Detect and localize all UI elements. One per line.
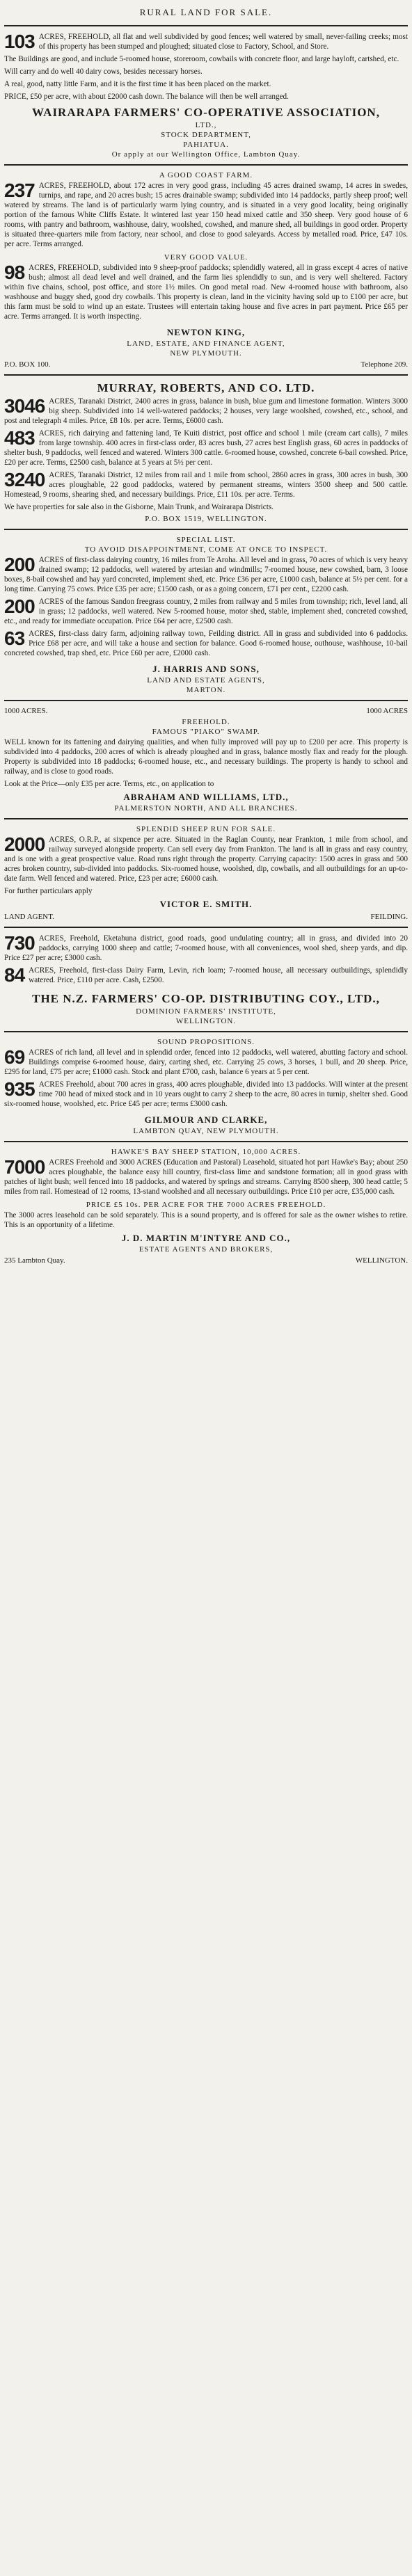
advertiser-branches: PALMERSTON NORTH, AND ALL BRANCHES. [114,804,298,813]
divider [4,1031,408,1032]
ad-subheading: FAMOUS "PIAKO" SWAMP. [152,728,260,736]
ad-paragraph: ACRES, Freehold, first-class Dairy Farm, Levin, rich loam; 7-roomed house, all necessary outbuildings, splendidly watered. Price, £110 per acre. Cash, £2500. [29,966,408,984]
ad-heading: VERY GOOD VALUE. [164,253,248,262]
po-box: P.O. BOX 100. [4,360,51,369]
ad-heading: SOUND PROPOSITIONS. [157,1038,255,1046]
advertiser-role: LAND, ESTATE, AND FINANCE AGENT, [127,339,285,348]
ad-paragraph: ACRES, Taranaki District, 12 miles from rail and 1 mile from school, 2860 acres in grass, 300 acres in bush, 300 acres ploughable, 22 good paddocks, watered by permanent streams, winters 3500 sheep and 500 cattle. Homestead, 9 rooms, shearing shed, and necessary buildings. Price, £11 10s. per acre. Terms. [4,471,408,499]
advertiser-line [4,1256,408,1265]
ad-number: 63 [4,627,25,649]
ad-number: 2000 [4,833,45,855]
advertiser-suffix: LTD., [195,121,217,129]
advertiser-town: NEW PLYMOUTH. [170,349,242,358]
advertiser-role: ESTATE AGENTS AND BROKERS, [138,1245,274,1254]
ad-paragraph: ACRES, rich dairying and fattening land, Te Kuiti district, post office and school 1 mile (cream cart calls), 7 miles from large township. 400 acres in first-class order, 83 acres bush, 27 acres best English grass, 60 acres in paddocks of shelter bush, 9 paddocks, well fenced and watered. Winters 300 cattle. 6-roomed house, cowshed, concrete 6-bail cowshed. Price, £20 per acre. Terms, £2500 cash, balance at 5 years at 5½ per cent. [4,429,408,467]
ad-paragraph: The 3000 acres leasehold can be sold separately. This is a sound property, and is offered for sale as the owner wishes to retire. This is an opportunity of a lifetime. [4,1211,408,1229]
ad-number: 935 [4,1078,35,1100]
advertiser-name: VICTOR E. SMITH. [159,899,253,909]
advertiser-address: 235 Lambton Quay. [4,1256,65,1265]
ad-paragraph: The Buildings are good, and include 5-roomed house, storeroom, cowbails with concrete floor, and large hayloft, cartshed, etc. [4,55,399,63]
ad-price-line: PRICE £5 10s. PER ACRE FOR THE 7000 ACRES FREEHOLD. [86,1201,326,1209]
ad-paragraph: Look at the Price—only £35 per acre. Terms, etc., on application to [4,780,214,788]
ad-paragraph: ACRES of rich land, all level and in splendid order, fenced into 12 paddocks, well watered, abutting factory and school. Buildings comprise 6-roomed house, dairy, carting shed, etc. Carrying 25 cows, 3 horses, 1 bull, and 20 sheep. Price, £295 for land, £75 per acre; £1000 cash. Stock and plant £700, cash, balance 6 years at 5 per cent. [4,1048,408,1076]
ad-paragraph: ACRES of first-class dairying country, 16 miles from Te Aroha. All level and in grass, 70 acres of which is very heavy drained swamp; 12 paddocks, well watered by artesian and windmills; 7-roomed house, new cowshed, barn, 3 loose boxes, 8-bail cowshed and hay yard concreted, implement shed, etc. Price £36 per acre, £1000 cash, balance at 5½ per cent. for a long time. Carrying 75 cows. Price £35 per acre; £1500 cash, or as a going concern, £71 per cent., £2200 cash. [4,556,408,593]
divider [4,818,408,819]
ad-heading: HAWKE'S BAY SHEEP STATION, 10,000 ACRES. [111,1148,301,1156]
advertiser-town: MARTON. [186,686,226,694]
ad-number: 103 [4,31,35,52]
advertiser-role: LAND AGENT. [4,913,54,921]
advertiser-name: J. HARRIS AND SONS, [152,664,260,674]
ad-gilmour-clarke [4,1038,408,1135]
ad-number: 7000 [4,1156,45,1178]
ad-paragraph: ACRES of the famous Sandon freegrass country, 2 miles from railway and 5 miles from township; rich, level land, all in grass; 12 paddocks, well watered. New 5-roomed house, motor shed, stable, implement shed, concreted cowshed, etc., and ready for immediate occupation. Price £64 per acre, £2500 cash. [4,598,408,625]
ad-number: 84 [4,964,25,986]
ad-paragraph: ACRES Freehold, about 700 acres in grass, 400 acres ploughable, divided into 13 paddocks. Will winter at the present time 700 head of mixed stock and in 10 years ought to carry 2 sheep to the acre, 80 acres in turnip, shelter shed. Good six-roomed house, woolshed, etc. Price £45 per acre; terms £3000 cash. [4,1080,408,1108]
advertiser-role: LAND AND ESTATE AGENTS, [147,676,265,685]
advertiser-town: WELLINGTON. [355,1256,408,1265]
ad-number: 237 [4,179,35,201]
ad-number: 200 [4,595,35,617]
ad-abraham-williams [4,707,408,813]
contact-line [4,360,408,369]
ad-heading: FREEHOLD. [182,718,230,726]
divider [4,1141,408,1142]
ad-paragraph: ACRES, FREEHOLD, subdivided into 9 sheep-proof paddocks; splendidly watered, all in grass except 4 acres of native bush; almost all dead level and well drained, and the farm lies splendidly to sun, and is very well sheltered. Factory within five chains, school, post office, and store 1½ miles. On good metal road. New 4-roomed house with bathroom, also washhouse and buggy shed, good dry cowbails. This property is clean, land in the vicinity having sold up to £100 per acre, but this farm must be sold to wind up an estate. Trustees will entertain taking house and five acres in part payment. Price £65 per acre. Terms arranged. It is worth inspecting. [4,264,408,321]
advertiser-town: FEILDING. [370,913,408,921]
telephone: Telephone 209. [360,360,408,369]
ad-paragraph: WELL known for its fattening and dairying qualities, and when fully improved will pay up to £200 per acre. This property is subdivided into 4 paddocks, 200 acres of which is already ploughed and in grass, balance mostly flax and ready for the plough. Property is subdivided into 18 paddocks; 6-roomed house, etc., and necessary buildings. The property is handy to school and railway, and is close to good roads. [4,738,408,776]
newspaper-page [4,0,408,1265]
ad-farmers-coop [4,934,408,1025]
ad-heading: SPLENDID SHEEP RUN FOR SALE. [136,825,276,833]
advertiser-sub: DOMINION FARMERS' INSTITUTE, [136,1007,276,1016]
ad-103-acres [4,32,408,102]
advertiser-name: MURRAY, ROBERTS, AND CO. LTD. [97,381,315,394]
ad-heading: SPECIAL LIST. [176,536,236,544]
ad-number: 69 [4,1046,25,1068]
advertiser-name: WAIRARAPA FARMERS' CO-OPERATIVE ASSOCIATION, [32,106,380,119]
top-rule [4,25,408,26]
ad-paragraph: PRICE, £50 per acre, with about £2000 cash down. The balance will then be well arranged. [4,93,289,101]
advertiser-name: ABRAHAM AND WILLIAMS, LTD., [123,792,289,802]
ad-paragraph: ACRES, Taranaki District, 2400 acres in grass, balance in bush, blue gum and limestone formation. Winters 3000 big sheep. Subdivided into 14 well-watered paddocks; 2 houses, very large woolshed, cowshed, etc., school, and post and telegraph 4 miles. Price, £8 10s. per acre. Terms, £6000 cash. [4,397,408,425]
po-box: P.O. BOX 1519, WELLINGTON. [145,515,267,523]
acreage-right: 1000 ACRES [366,707,408,715]
ad-subheading: TO AVOID DISAPPOINTMENT, COME AT ONCE TO INSPECT. [84,545,328,554]
ad-murray-roberts [4,381,408,523]
ad-number: 483 [4,427,35,449]
advertiser-town: PAHIATUA. [183,141,229,149]
advertiser-town: WELLINGTON. [175,1017,237,1025]
ad-paragraph: ACRES, first-class dairy farm, adjoining railway town, Feilding district. All in grass and subdivided into 6 paddocks. Price £68 per acre, and will take a house and section for balance. Good 6-roomed house, outhouse, washhouse, 10-bail concreted cowshed, trap shed, etc. Price £60 per acre, £2000 cash. [4,630,408,657]
advertiser-name: NEWTON KING, [166,327,246,337]
advertiser-address: LAMBTON QUAY, NEW PLYMOUTH. [133,1127,279,1135]
ad-paragraph: ACRES, Freehold, Eketahuna district, good roads, good undulating country; all in grass, and divided into 20 paddocks, carrying 1000 sheep and cattle; 7-roomed house, with all conveniences, wool shed, sheep yards, and dip. Price £27 per acre; £3000 cash. [4,934,408,962]
ad-number: 3240 [4,469,45,490]
ad-number: 98 [4,262,25,283]
ad-paragraph: For further particulars apply [4,887,93,895]
advertiser-dept: STOCK DEPARTMENT, [161,131,251,139]
ad-paragraph: ACRES Freehold and 3000 ACRES (Education and Pastoral) Leasehold, situated hot part Hawke's Bay; about 250 acres ploughable, the balance easy hill country, first-class lime and sandstone formation; all in good grass with patches of light bush; well fenced into 18 paddocks, and watered by springs and streams. Carrying 8500 sheep, 300 head cattle; 5 miles from rail. Homestead of 12 rooms, 13-stand woolshed and all necessary outbuildings. Price £10 per acre, £35,000 cash. [4,1158,408,1196]
ad-paragraph: ACRES, FREEHOLD, about 172 acres in very good grass, including 45 acres drained swamp, 14 acres in swedes, turnips, and rape, and 20 acres bush; 15 acres drainable swamp; subdivided into 14 paddocks, partly sheep proof; well watered by streams. The land is of particularly warm lying country, and is situated in a very good locality, being originally portion of the famous White Cliffs Estate. It wintered last year 150 head mixed cattle and 350 sheep. Very good house of 6 rooms, with pantry and bathroom, washhouse, dairy, woolshed, cowshed, and manure shed, all buildings in good order. Property is situated three-quarters mile from factory, near school, and close to good saleyards. Access by metalled road. Price, £47 10s. per acre. Terms arranged. [4,182,408,248]
ad-number: 200 [4,554,35,575]
ad-paragraph: A real, good, natty little Farm, and it is the first time it has been placed on the market. [4,80,271,88]
ad-newton-king [4,171,408,369]
ad-number: 730 [4,932,35,954]
acreage-left: 1000 ACRES. [4,707,48,715]
ad-martin-mintyre [4,1148,408,1265]
ad-note: We have properties for sale also in the Gisborne, Main Trunk, and Wairarapa Districts. [4,503,274,511]
ad-paragraph: ACRES, O.R.P., at sixpence per acre. Situated in the Raglan County, near Frankton, 1 mile from school, and railway surveyed alongside property. Can sell every day from Frankton. The land is all in grass and easy country, and is one with a great prospective value. Road runs right through the property. Carrying capacity: 1500 acres in grass and 500 acres broken country, sub-divided into paddocks. Six-roomed house, woolshed, dip, cowbails, and all outbuildings for an up-to-date farm. Well fenced and watered. Price, £23 per acre; £6000 cash. [4,835,408,883]
ad-number: 3046 [4,395,45,417]
advertiser-name: GILMOUR AND CLARKE, [144,1114,268,1125]
divider [4,700,408,701]
ad-harris [4,536,408,694]
advertiser-apply: Or apply at our Wellington Office, Lambton Quay. [111,150,301,159]
advertiser-line [4,913,408,921]
ad-paragraph: Will carry and do well 40 dairy cows, besides necessary horses. [4,67,203,76]
divider [4,927,408,928]
acreage-line [4,707,408,715]
ad-victor-smith [4,825,408,921]
divider [4,374,408,376]
advertiser-name: THE N.Z. FARMERS' CO-OP. DISTRIBUTING COY., LTD., [32,992,380,1005]
advertiser-name: J. D. MARTIN M'INTYRE AND CO., [121,1233,291,1243]
ad-paragraph: ACRES, FREEHOLD, all flat and well subdivided by good fences; well watered by small, never-failing creeks; most of this property has been stumped and ploughed; situated close to Factory, School, and Store. [38,33,408,51]
divider [4,164,408,166]
page-heading: RURAL LAND FOR SALE. [139,7,273,17]
ad-heading: A GOOD COAST FARM. [159,171,253,179]
divider [4,529,408,530]
